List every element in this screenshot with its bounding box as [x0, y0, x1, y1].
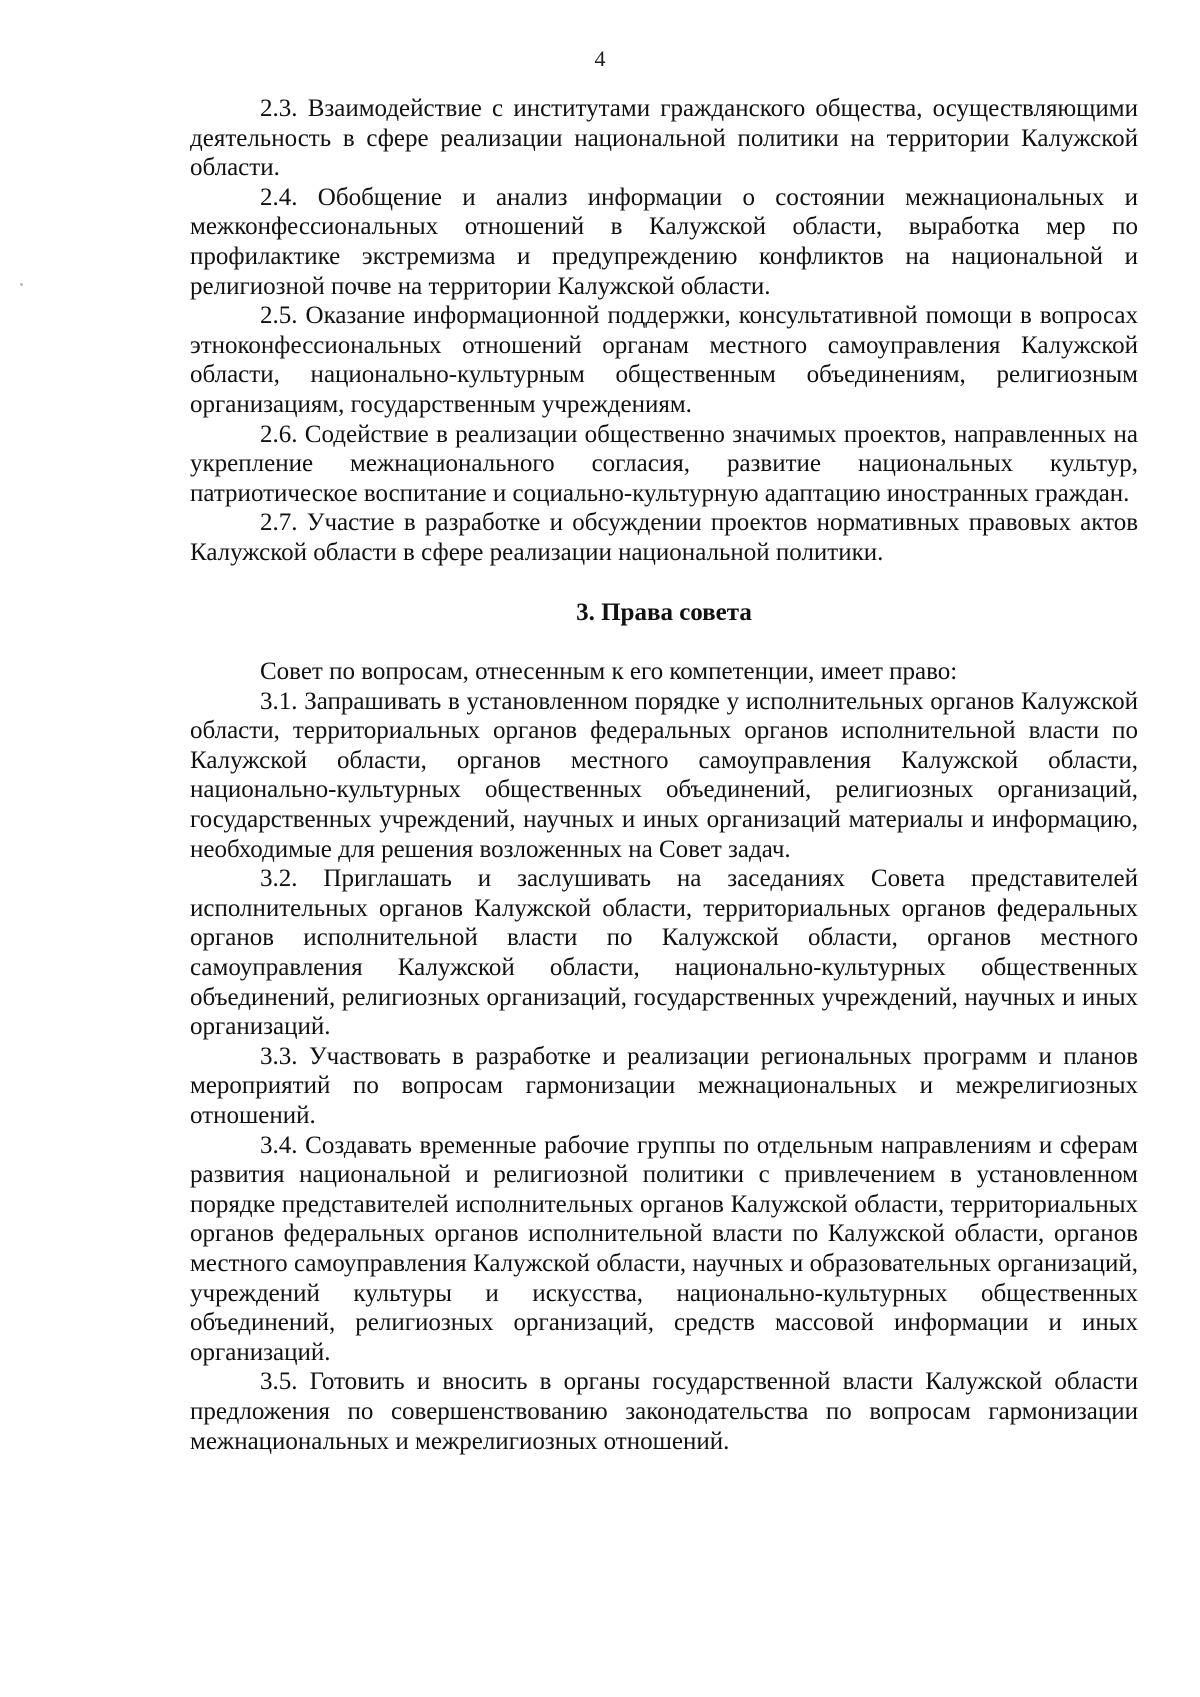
document-body	[190, 94, 1138, 1456]
paragraph-3-3: 3.3. Участвовать в разработке и реализации региональных программ и планов мероприятий по вопросам гармонизации межнациональных и межрелигиозных отношений.	[190, 1042, 1138, 1129]
paragraph-intro: Совет по вопросам, отнесенным к его компетенции, имеет право:	[260, 658, 958, 686]
paragraph-3-2: 3.2. Приглашать и заслушивать на заседаниях Совета представителей исполнительных органов Калужской области, территориальных органов федеральных органов исполнительной власти по Калужской области, органов местного самоуправления Калужской области, национально-культурных общественных объединений, религиозных организаций, государственных учреждений, научных и иных организаций.	[190, 865, 1138, 1041]
paragraph-3-4: 3.4. Создавать временные рабочие группы по отдельным направлениям и сферам развития национальной и религиозной политики с привлечением в установленном порядке представителей исполнительных органов Калужской области, территориальных органов федеральных органов исполнительной власти по Калужской области, органов местного самоуправления Калужской области, научных и образовательных организаций, учреждений культуры и искусства, национально-культурных общественных объединений, религиозных организаций, средств массовой информации и иных организаций.	[190, 1131, 1138, 1366]
paragraph-2-6: 2.6. Содействие в реализации общественно значимых проектов, направленных на укрепление межнационального согласия, развитие национальных культур, патриотическое воспитание и социально-культурную адаптацию иностранных граждан.	[190, 420, 1138, 507]
paragraph-2-5: 2.5. Оказание информационной поддержки, консультативной помощи в вопросах этноконфессиональных отношений органам местного самоуправления Калужской области, национально-культурным общественным объединениям, религиозным организациям, государственным учреждениям.	[190, 302, 1138, 418]
paragraph-2-4: 2.4. Обобщение и анализ информации о состоянии межнациональных и межконфессиональных отношений в Калужской области, выработка мер по профилактике экстремизма и предупреждению конфликтов на национальной и религиозной почве на территории Калужской области.	[190, 183, 1138, 300]
paragraph-3-1: 3.1. Запрашивать в установленном порядке у исполнительных органов Калужской области, территориальных органов федеральных органов исполнительной власти по Калужской области, органов местного самоуправления Калужской области, национально-культурных общественных объединений, религиозных организаций, государственных учреждений, научных и иных организаций материалы и информацию, необходимые для решения возложенных на Совет задач.	[190, 687, 1138, 863]
page-number: 4	[594, 46, 606, 71]
scan-fleck	[20, 283, 23, 286]
paragraph-3-5: 3.5. Готовить и вносить в органы государственной власти Калужской области предложения по совершенствованию законодательства по вопросам гармонизации межнациональных и межрелигиозных отношений.	[190, 1368, 1138, 1455]
paragraph-2-3: 2.3. Взаимодействие с институтами гражданского общества, осуществляющими деятельность в сфере реализации национальной политики на территории Калужской области.	[190, 95, 1138, 182]
paragraph-2-7: 2.7. Участие в разработке и обсуждении проектов нормативных правовых актов Калужской области в сфере реализации национальной политики.	[190, 509, 1138, 566]
section-heading: 3. Права совета	[576, 598, 752, 626]
